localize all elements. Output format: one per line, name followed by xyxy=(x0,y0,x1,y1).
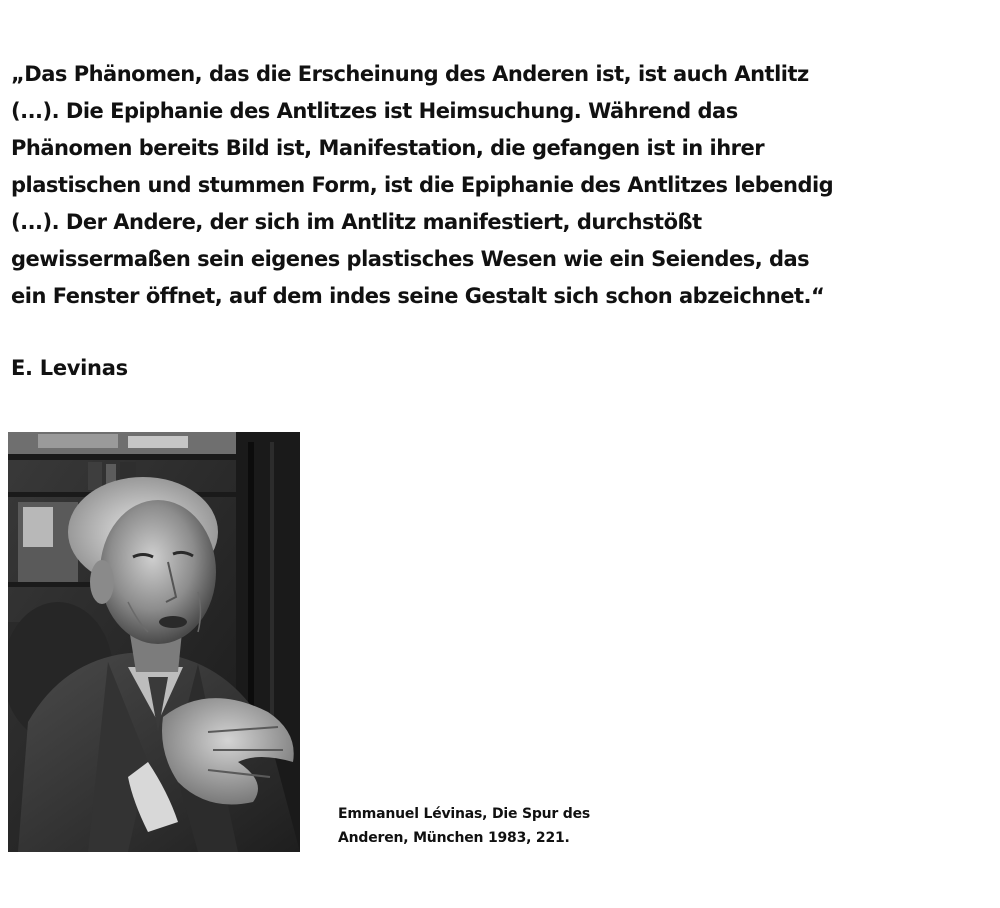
quote-line: (...). Die Epiphanie des Antlitzes ist Heimsuchung. Während das xyxy=(11,99,738,123)
quote-line: Phänomen bereits Bild ist, Manifestation, die gefangen ist in ihrer xyxy=(11,136,765,160)
quote-line: gewissermaßen sein eigenes plastisches Wesen wie ein Seiendes, das xyxy=(11,247,810,271)
caption-line: Emmanuel Lévinas, Die Spur des xyxy=(338,806,591,822)
quote-line: plastischen und stummen Form, ist die Epiphanie des Antlitzes lebendig xyxy=(11,173,834,197)
portrait-photo xyxy=(8,432,300,852)
quote-line: ein Fenster öffnet, auf dem indes seine Gestalt sich schon abzeichnet.“ xyxy=(11,284,825,308)
quote-text xyxy=(11,56,891,315)
photo-caption xyxy=(338,802,638,850)
quote-line: (...). Der Andere, der sich im Antlitz manifestiert, durchstößt xyxy=(11,210,702,234)
quote-author: E. Levinas xyxy=(11,356,128,380)
portrait-photo-icon xyxy=(8,432,300,852)
caption-line: Anderen, München 1983, 221. xyxy=(338,830,570,846)
quote-line: „Das Phänomen, das die Erscheinung des Anderen ist, ist auch Antlitz xyxy=(11,62,809,86)
